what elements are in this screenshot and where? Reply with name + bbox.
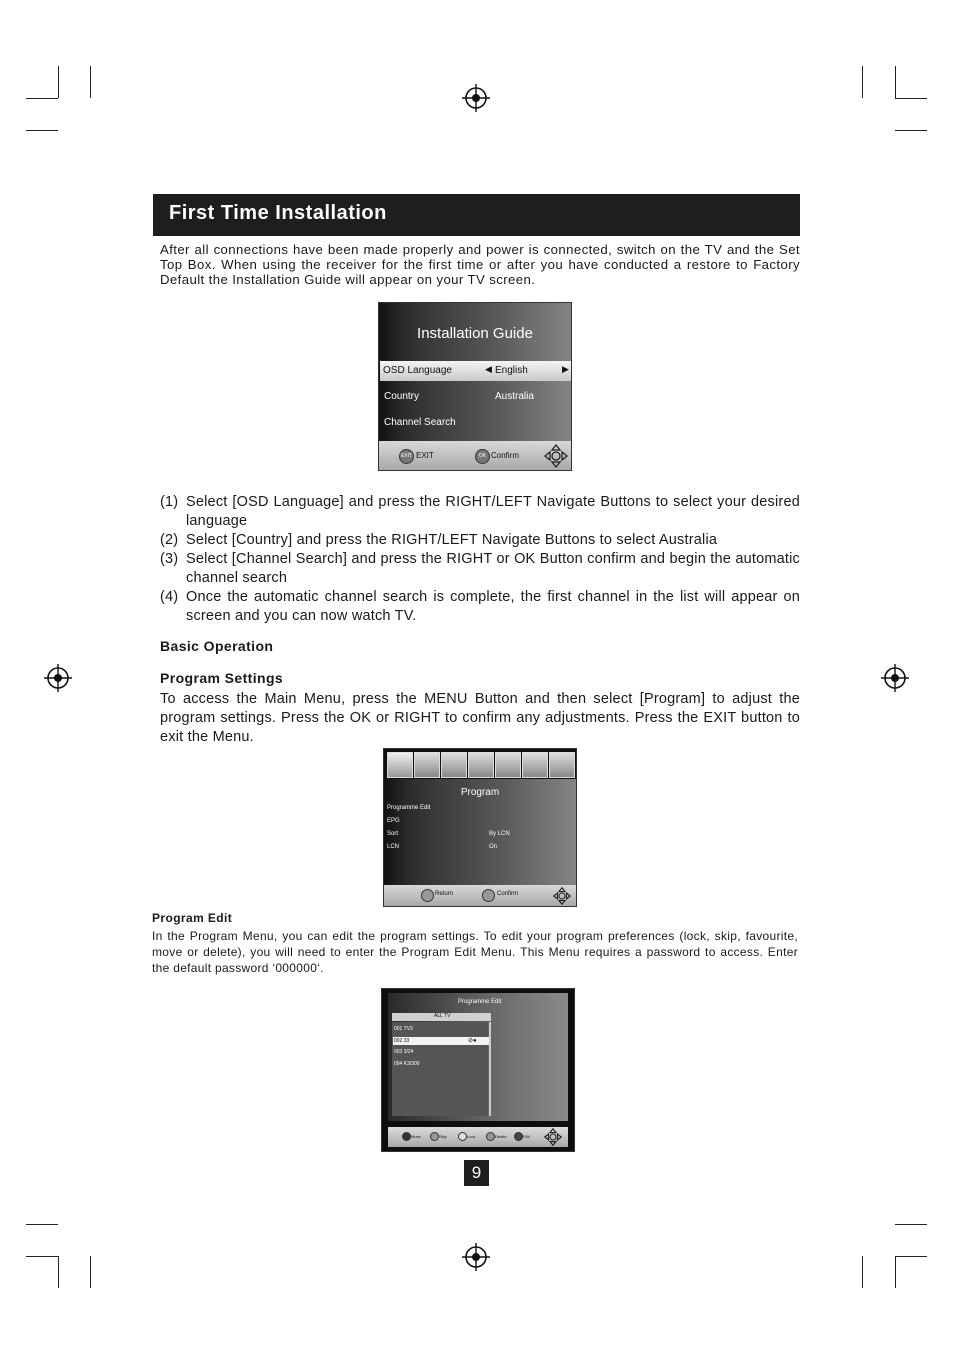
program-settings-paragraph: To access the Main Menu, press the MENU Button and then select [Program] to adjust the program settings. Press the OK or RIGHT to confirm any adjustments. Press the EXIT button to exit the Menu. — [160, 691, 800, 745]
picture-icon[interactable] — [414, 752, 440, 778]
sort-value: By LCN — [489, 831, 510, 837]
crop-mark — [895, 66, 896, 98]
return-button-icon[interactable] — [421, 889, 434, 902]
clock-icon[interactable] — [468, 752, 494, 778]
installation-guide-screen — [378, 302, 572, 471]
footer-bar — [384, 885, 576, 906]
country-label: Country — [384, 391, 420, 402]
program-edit-heading: Program Edit — [152, 911, 233, 925]
move-button-icon[interactable] — [402, 1132, 411, 1141]
tv-icon[interactable] — [387, 752, 413, 778]
crop-mark — [26, 1224, 58, 1225]
menu-item-sort[interactable]: Sort — [387, 831, 399, 837]
program-menu-screen — [383, 748, 577, 907]
crop-mark — [26, 1256, 58, 1257]
osd-language-label: OSD Language — [383, 365, 452, 376]
crop-mark — [26, 130, 58, 131]
program-settings-heading: Program Settings — [160, 670, 284, 686]
channel-item[interactable]: 003 3/24 — [394, 1049, 414, 1055]
move-label: Move — [411, 1134, 421, 1139]
intro-paragraph: After all connections have been made properly and power is connected, switch on the TV and the Set Top Box. When using the receiver for the first time or after you have conducted a restore to Factory Default the Installation Guide will appear on your TV screen. — [160, 242, 800, 287]
channel-item[interactable]: 004 K3/300 — [394, 1061, 420, 1067]
osd-language-value: English — [495, 365, 528, 376]
crop-mark — [895, 98, 927, 99]
country-value: Australia — [495, 391, 534, 402]
channel-item[interactable]: 002 33 — [394, 1038, 410, 1044]
steps-list — [160, 493, 800, 626]
crop-mark — [895, 130, 927, 131]
crop-mark — [90, 1256, 91, 1288]
list-item: (1) Select [OSD Language] and press the RIGHT/LEFT Navigate Buttons to select your desired language — [160, 494, 800, 529]
lock-button-icon[interactable] — [458, 1132, 467, 1141]
lock-icon: ⊘● — [468, 1038, 477, 1044]
page-number: 9 — [464, 1160, 489, 1186]
settings-icon[interactable] — [495, 752, 521, 778]
page-title: First Time Installation — [169, 202, 387, 224]
basic-operation-heading: Basic Operation — [160, 638, 274, 654]
navigation-pad-icon — [544, 444, 568, 468]
channel-item[interactable]: 001 TV3 — [394, 1026, 413, 1032]
fav-button-icon[interactable] — [514, 1132, 523, 1141]
satellite-icon[interactable] — [441, 752, 467, 778]
program-edit-paragraph: In the Program Menu, you can edit the program settings. To edit your program preferences (lock, skip, favourite, move or delete), you will need to enter the Program Edit Menu. This Menu requires a password to access. Enter the default password ‘000000‘. — [152, 929, 798, 975]
crop-mark — [862, 1256, 863, 1288]
exit-button-icon[interactable]: EXIT — [399, 449, 414, 464]
navigation-pad-icon — [553, 887, 571, 905]
confirm-label: Confirm — [497, 891, 519, 897]
menu-item-epg[interactable]: EPG — [387, 818, 400, 824]
lcn-value: On — [489, 844, 498, 850]
crop-mark — [58, 66, 59, 98]
crop-mark — [895, 1256, 896, 1288]
crop-mark — [862, 66, 863, 98]
crop-mark — [90, 66, 91, 98]
registration-mark-icon — [881, 664, 909, 692]
menu-item-programme-edit[interactable]: Programme Edit — [387, 805, 431, 811]
menu-item-lcn[interactable]: LCN — [387, 844, 400, 850]
crop-mark — [26, 98, 58, 99]
tools-icon[interactable] — [522, 752, 548, 778]
crop-mark — [895, 1224, 927, 1225]
registration-mark-icon — [44, 664, 72, 692]
list-item: (2) Select [Country] and press the RIGHT/LEFT Navigate Buttons to select Australia — [160, 532, 718, 548]
skip-label: Skip — [439, 1134, 447, 1139]
usb-icon[interactable] — [549, 752, 575, 778]
registration-mark-icon — [462, 84, 490, 112]
skip-button-icon[interactable] — [430, 1132, 439, 1141]
registration-mark-icon — [462, 1243, 490, 1271]
section-header — [153, 194, 800, 236]
confirm-label: Confirm — [491, 451, 520, 460]
navigation-pad-icon — [544, 1128, 562, 1146]
ok-button-icon[interactable]: OK — [475, 449, 490, 464]
exit-label: EXIT — [416, 451, 434, 460]
installation-guide-title: Installation Guide — [417, 325, 533, 342]
ok-button-icon[interactable] — [482, 889, 495, 902]
program-menu-title: Program — [460, 787, 500, 798]
return-label: Return — [435, 891, 454, 897]
programme-edit-screen — [381, 988, 575, 1152]
fav-label: FAV — [523, 1134, 531, 1139]
delete-button-icon[interactable] — [486, 1132, 495, 1141]
lock-label: Lock — [467, 1134, 476, 1139]
scrollbar[interactable] — [489, 1022, 491, 1116]
tab-all-tv-label: ALL TV — [434, 1013, 451, 1019]
chevron-left-icon[interactable]: ◀ — [485, 364, 492, 374]
delete-label: Delete — [495, 1134, 507, 1139]
list-item: (4) Once the automatic channel search is complete, the first channel in the list will appear on screen and you can now watch TV. — [160, 589, 800, 624]
programme-edit-title: Programme Edit — [458, 999, 502, 1005]
crop-mark — [895, 1256, 927, 1257]
channel-search-label[interactable]: Channel Search — [384, 417, 456, 428]
crop-mark — [58, 1256, 59, 1288]
chevron-right-icon[interactable]: ▶ — [562, 364, 569, 374]
list-item: (3) Select [Channel Search] and press the RIGHT or OK Button confirm and begin the automatic channel search — [160, 551, 800, 586]
